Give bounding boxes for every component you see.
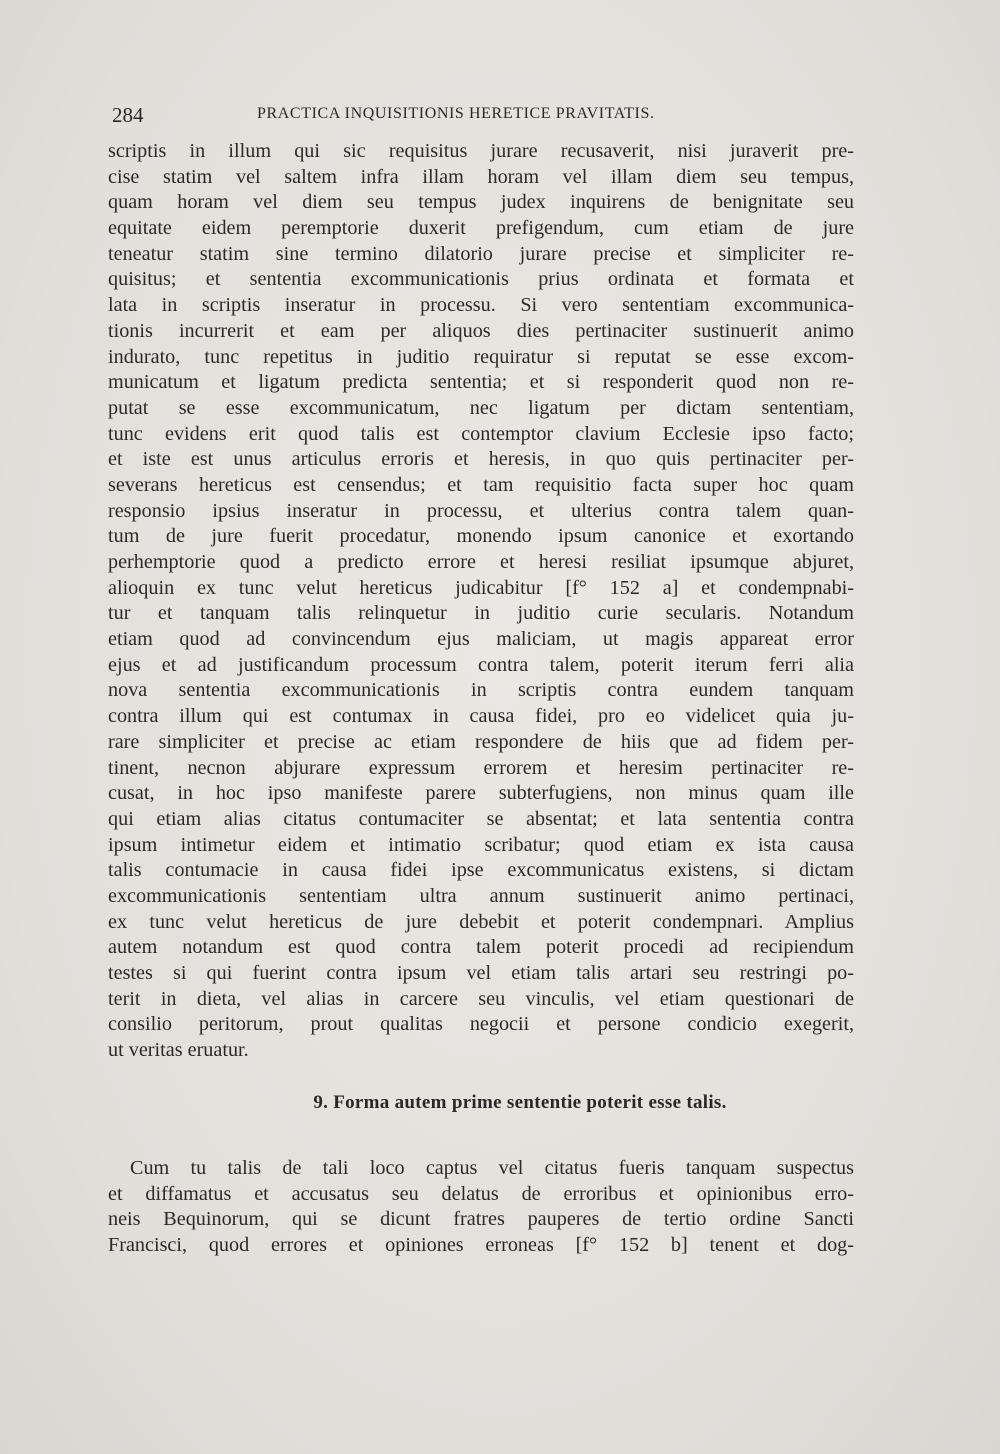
text-line: indurato, tunc repetitus in juditio requiratur si reputat se esse excom- (108, 345, 854, 368)
paragraph-2 (108, 1156, 854, 1259)
text-line: autem notandum est quod contra talem poterit procedi ad recipiendum (108, 936, 854, 959)
text-line: ut veritas eruatur. (108, 1039, 249, 1062)
text-line: ex tunc velut hereticus de jure debebit et poterit condempnari. Amplius (108, 910, 854, 933)
text-line: neis Bequinorum, qui se dicunt fratres pauperes de tertio ordine Sancti (108, 1208, 854, 1231)
text-line: cise statim vel saltem infra illam horam vel illam diem seu tempus, (108, 165, 854, 188)
text-line: putat se esse excommunicatum, nec ligatum per dictam sententiam, (108, 396, 854, 419)
text-line: et iste est unus articulus erroris et heresis, in quo quis pertinaciter per- (108, 448, 854, 471)
text-line: responsio ipsius inseratur in processu, et ulterius contra talem quan- (108, 499, 854, 522)
paragraph-1 (108, 139, 854, 1064)
text-line: lata in scriptis inseratur in processu. Si vero sententiam excommunica- (108, 294, 854, 317)
text-line: Francisci, quod errores et opiniones erroneas [f° 152 b] tenent et dog- (108, 1234, 854, 1257)
text-line: nova sententia excommunicationis in scriptis contra eundem tanquam (108, 679, 854, 702)
section-heading: 9. Forma autem prime sententie poterit esse talis. (313, 1092, 727, 1113)
page-number: 284 (112, 103, 144, 127)
text-line: municatum et ligatum predicta sententia; et si responderit quod non re- (108, 371, 854, 394)
text-line: talis contumacie in causa fidei ipse excommunicatus existens, si dictam (108, 859, 854, 882)
text-line: tum de jure fuerit procedatur, monendo ipsum canonice et exortando (108, 525, 854, 548)
text-line: tinent, necnon abjurare expressum errorem et heresim pertinaciter re- (108, 756, 854, 779)
text-line: qui etiam alias citatus contumaciter se absentat; et lata sententia contra (108, 807, 854, 830)
text-line: quam horam vel diem seu tempus judex inquirens de benignitate seu (108, 191, 854, 214)
text-line: tunc evidens erit quod talis est contemptor clavium Ecclesie ipso facto; (108, 422, 854, 445)
text-line: consilio peritorum, prout qualitas negocii et persone condicio exegerit, (108, 1013, 854, 1036)
running-title: PRACTICA INQUISITIONIS HERETICE PRAVITATIS. (257, 105, 655, 122)
text-line: rare simpliciter et precise ac etiam respondere de hiis que ad fidem per- (108, 730, 854, 753)
text-line: et diffamatus et accusatus seu delatus de erroribus et opinionibus erro- (108, 1182, 854, 1205)
text-line: equitate eidem peremptorie duxerit prefigendum, cum etiam de jure (108, 217, 854, 240)
text-line: perhemptorie quod a predicto errore et heresi resiliat ipsumque abjuret, (108, 551, 854, 573)
text-line: scriptis in illum qui sic requisitus jurare recusaverit, nisi juraverit pre- (108, 140, 854, 162)
text-line: contra illum qui est contumax in causa fidei, pro eo videlicet quia ju- (108, 705, 854, 728)
text-line: teneatur statim sine termino dilatorio jurare precise et simpliciter re- (108, 242, 854, 265)
text-line: quisitus; et sententia excommunicationis prius ordinata et formata et (108, 268, 854, 291)
text-line: alioquin ex tunc velut hereticus judicabitur [f° 152 a] et condempnabi- (108, 576, 854, 599)
text-line: excommunicationis sententiam ultra annum sustinuerit animo pertinaci, (108, 884, 854, 907)
running-header (112, 103, 852, 129)
text-line: terit in dieta, vel alias in carcere seu vinculis, vel etiam questionari de (108, 987, 854, 1010)
text-line: tur et tanquam talis relinquetur in juditio curie secularis. Notandum (108, 602, 854, 625)
text-line: etiam quod ad convincendum ejus maliciam, ut magis appareat error (108, 628, 854, 651)
text-line: ipsum intimetur eidem et intimatio scribatur; quod etiam ex ista causa (108, 833, 854, 856)
text-line: testes si qui fuerint contra ipsum vel etiam talis artari seu restringi po- (108, 962, 854, 984)
text-line: severans hereticus est censendus; et tam requisitio facta super hoc quam (108, 473, 854, 496)
text-line: ejus et ad justificandum processum contra talem, poterit iterum ferri alia (108, 653, 854, 676)
text-line: tionis incurrerit et eam per aliquos dies pertinaciter sustinuerit animo (108, 319, 854, 342)
text-line: Cum tu talis de tali loco captus vel citatus fueris tanquam suspectus (130, 1157, 854, 1179)
text-line: cusat, in hoc ipso manifeste parere subterfugiens, non minus quam ille (108, 782, 854, 805)
